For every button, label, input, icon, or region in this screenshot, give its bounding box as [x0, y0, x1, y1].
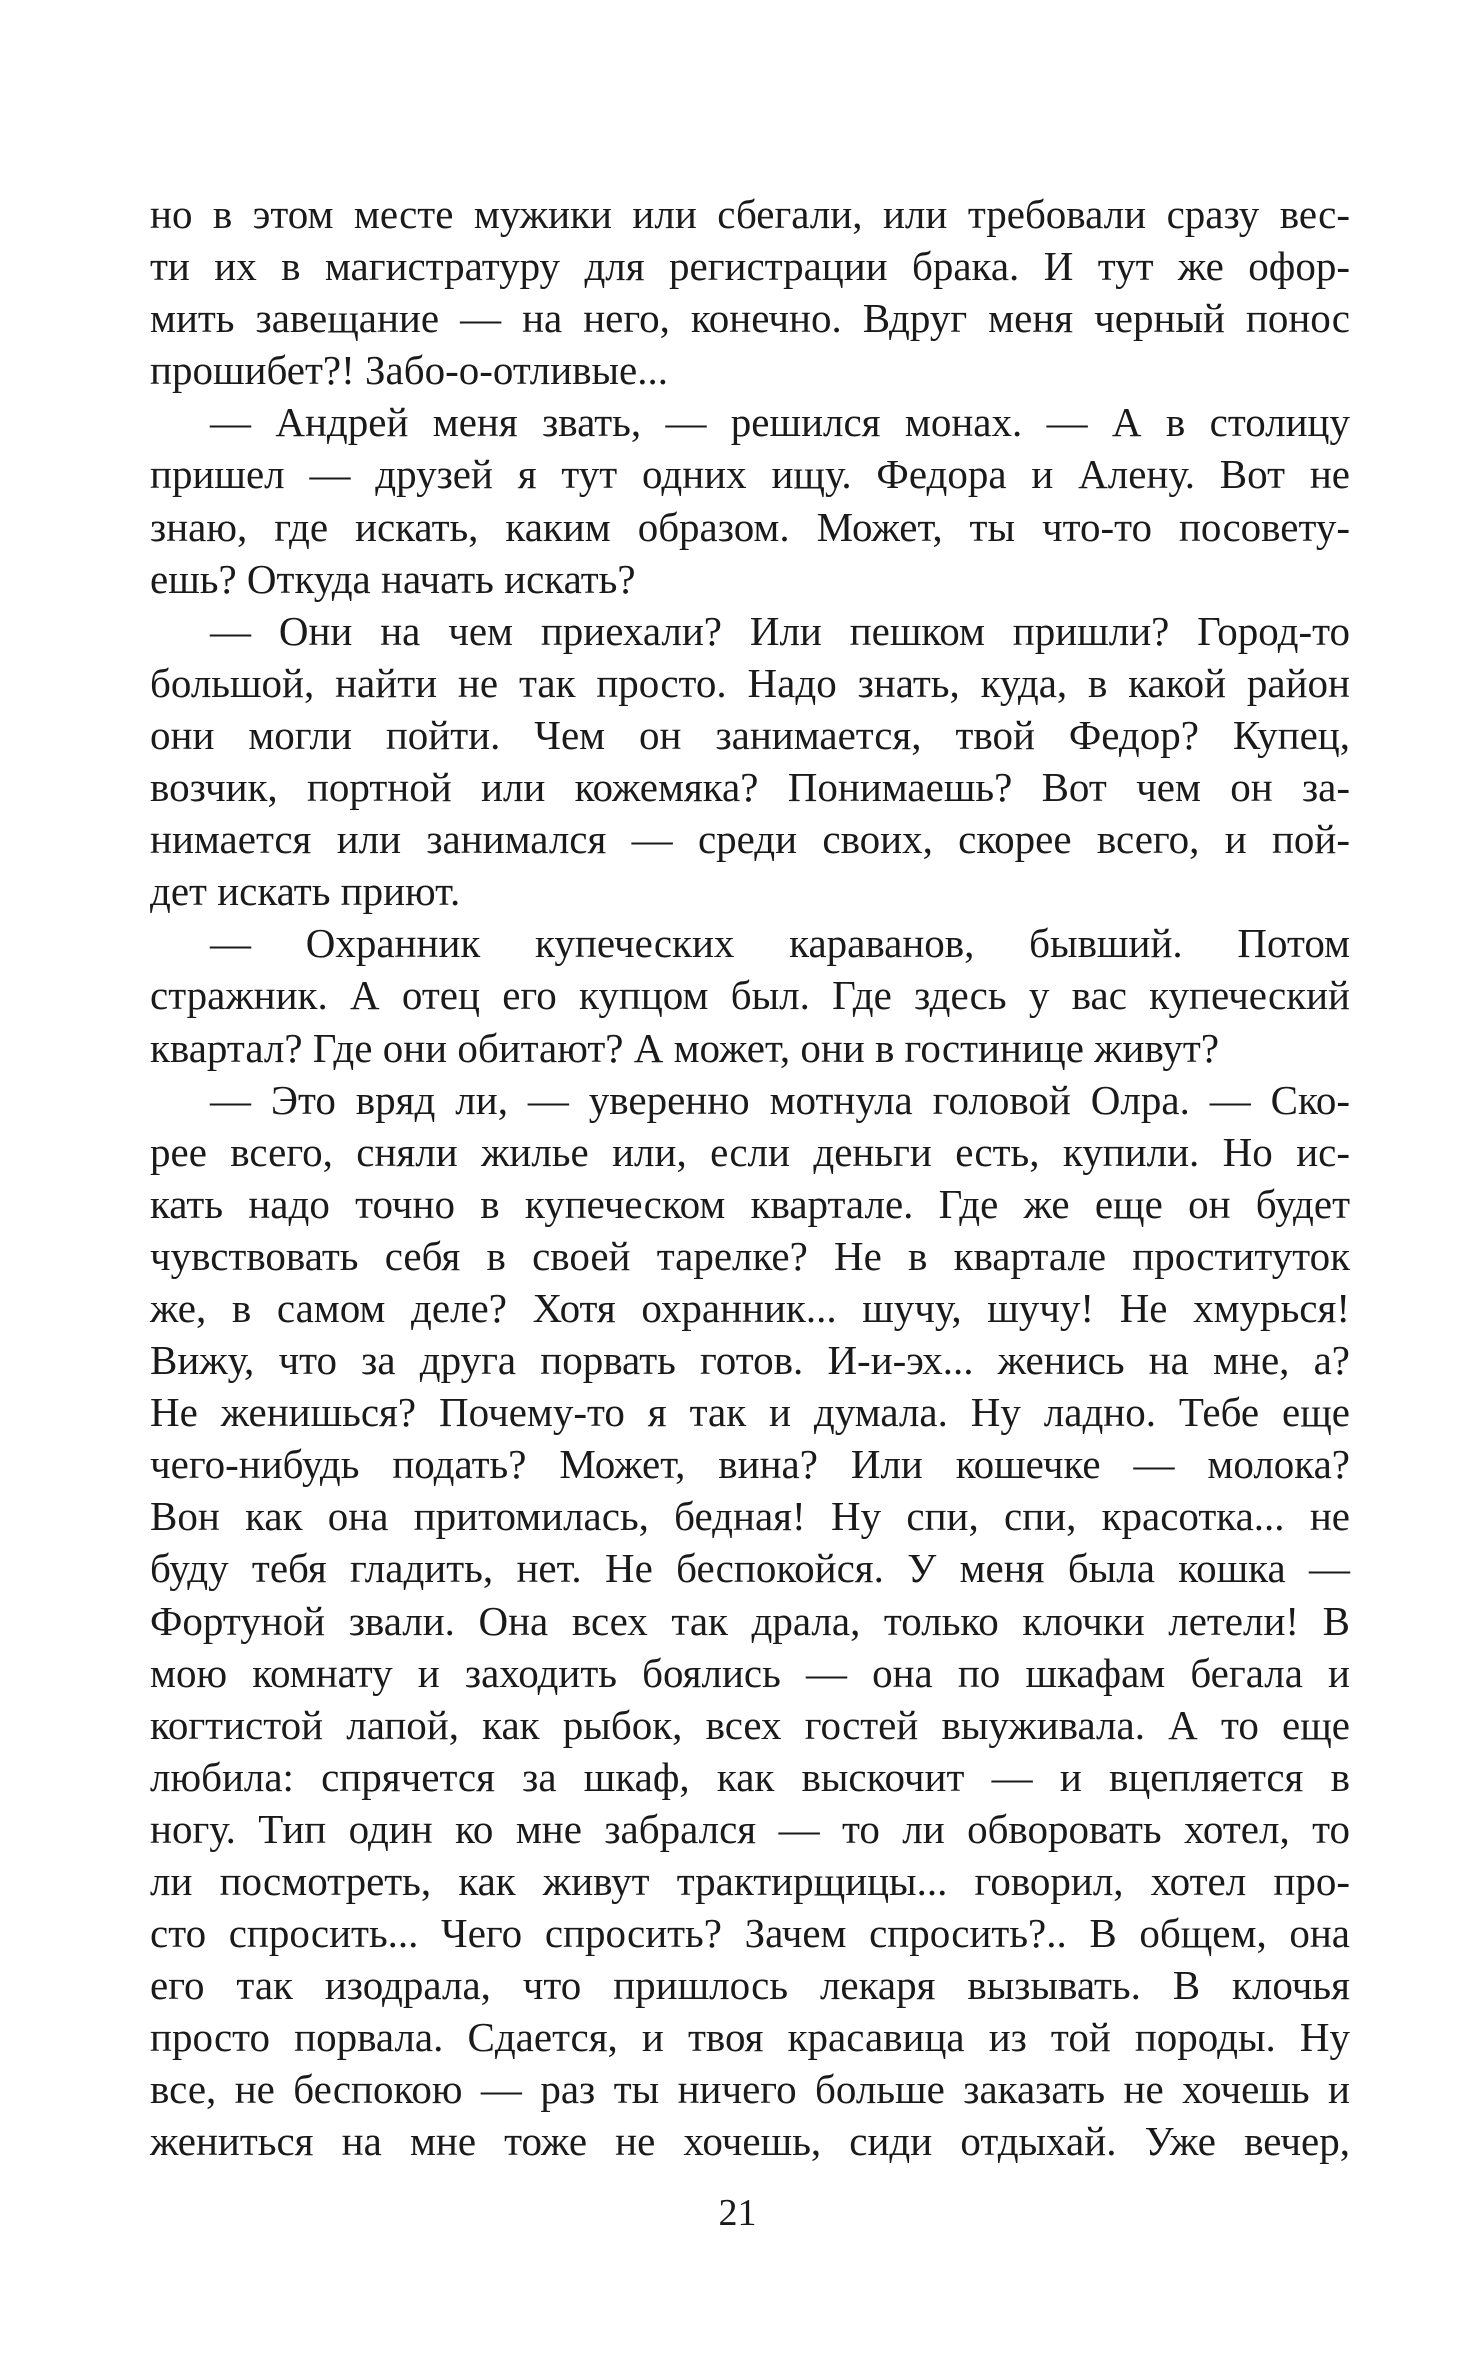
- text-line: кать надо точно в купеческом квартале. Где же еще он будет: [150, 1180, 1350, 1227]
- text-line: мою комнату и заходить боялись — она по шкафам бегала и: [150, 1649, 1350, 1696]
- text-line: — Они на чем приехали? Или пешком пришли? Город-то: [210, 607, 1350, 654]
- text-line: чего-нибудь подать? Может, вина? Или кошечке — молока?: [150, 1441, 1350, 1488]
- text-line: Фортуной звали. Она всех так драла, только клочки летели! В: [150, 1597, 1350, 1644]
- text-line: чувствовать себя в своей тарелке? Не в квартале проституток: [150, 1232, 1350, 1279]
- text-line: стражник. А отец его купцом был. Где здесь у вас купеческий: [150, 972, 1350, 1019]
- text-line: — Охранник купеческих караванов, бывший. Потом: [210, 920, 1350, 967]
- text-line: же, в самом деле? Хотя охранник... шучу, шучу! Не хмурься!: [150, 1284, 1350, 1331]
- text-line: — Андрей меня звать, — решился монах. — А в столицу: [210, 399, 1350, 446]
- text-line: — Это вряд ли, — уверенно мотнула головой Олра. — Ско-: [210, 1076, 1350, 1123]
- text-line: любила: спрячется за шкаф, как выскочит — и вцепляется в: [150, 1753, 1350, 1800]
- text-line: когтистой лапой, как рыбок, всех гостей выуживала. А то еще: [150, 1701, 1350, 1748]
- text-line: мить завещание — на него, конечно. Вдруг меня черный понос: [150, 295, 1350, 342]
- text-line: ешь? Откуда начать искать?: [150, 555, 636, 602]
- text-line: жениться на мне тоже не хочешь, сиди отдыхай. Уже вечер,: [150, 2118, 1350, 2165]
- page-body: [150, 188, 1350, 2168]
- text-line: нимается или занимался — среди своих, скорее всего, и пой-: [150, 816, 1350, 863]
- text-line: но в этом месте мужики или сбегали, или требовали сразу вес-: [150, 191, 1350, 237]
- text-line: прошибет?! Забо-о-отливые...: [150, 347, 669, 394]
- text-line: квартал? Где они обитают? А может, они в гостинице живут?: [150, 1024, 1220, 1071]
- text-line: рее всего, сняли жилье или, если деньги есть, купили. Но ис-: [150, 1128, 1350, 1175]
- text-line: ли посмотреть, как живут трактирщицы... говорил, хотел про-: [150, 1858, 1350, 1904]
- page-number: 21: [718, 2192, 757, 2234]
- text-line: просто порвала. Сдается, и твоя красавица из той породы. Ну: [150, 2014, 1350, 2061]
- text-line: большой, найти не так просто. Надо знать, куда, в какой район: [150, 659, 1350, 706]
- text-line: Вон как она притомилась, бедная! Ну спи, спи, красотка... не: [150, 1493, 1350, 1540]
- text-line: Не женишься? Почему-то я так и думала. Ну ладно. Тебе еще: [150, 1389, 1350, 1436]
- text-line: его так изодрала, что пришлось лекаря вызывать. В клочья: [150, 1962, 1350, 2009]
- text-line: они могли пойти. Чем он занимается, твой Федор? Купец,: [150, 711, 1350, 758]
- text-line: знаю, где искать, каким образом. Может, ты что-то посовету-: [150, 503, 1350, 550]
- text-line: буду тебя гладить, нет. Не беспокойся. У меня была кошка —: [150, 1545, 1350, 1592]
- text-line: сто спросить... Чего спросить? Зачем спросить?.. В общем, она: [150, 1910, 1350, 1957]
- text-line: дет искать приют.: [150, 868, 461, 915]
- text-line: ти их в магистратуру для регистрации брака. И тут же офор-: [150, 243, 1350, 290]
- text-line: пришел — друзей я тут одних ищу. Федора и Алену. Вот не: [150, 451, 1350, 498]
- text-line: возчик, портной или кожемяка? Понимаешь? Вот чем он за-: [150, 764, 1350, 811]
- text-line: все, не беспокою — раз ты ничего больше заказать не хочешь и: [150, 2066, 1350, 2113]
- text-line: ногу. Тип один ко мне забрался — то ли обворовать хотел, то: [150, 1805, 1350, 1852]
- text-line: Вижу, что за друга порвать готов. И-и-эх... женись на мне, а?: [150, 1337, 1350, 1384]
